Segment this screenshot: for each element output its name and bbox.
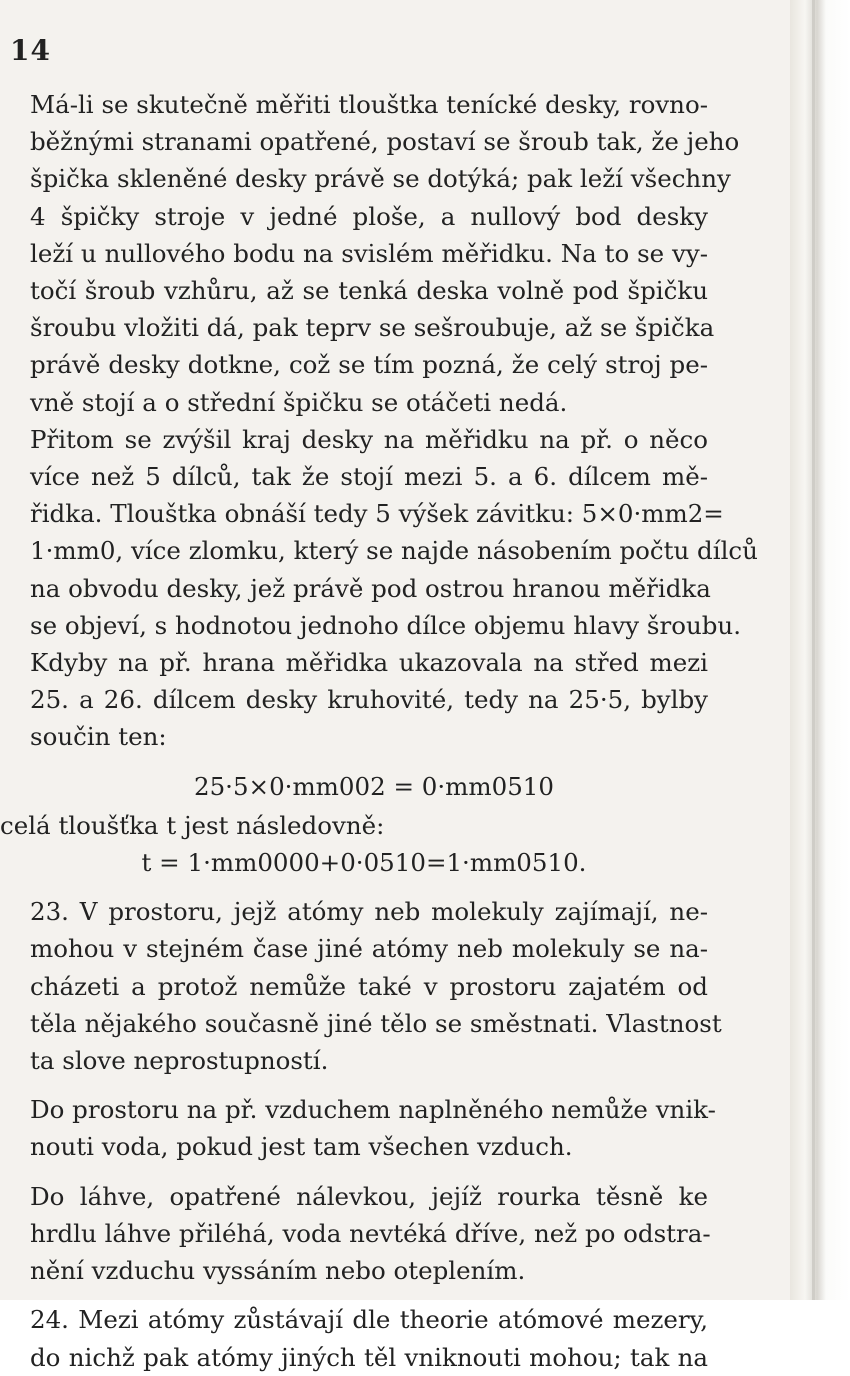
formula-thickness: t = 1·mm0000+0·0510=1·mm0510.: [141, 848, 587, 878]
text-line: leží u nullového bodu na svislém měřidku. Na to se vy-: [30, 238, 708, 268]
text-line: řidka. Tlouštka obnáší tedy 5 výšek závitku: 5×0·mm2=: [30, 499, 724, 529]
text-line: 23. V prostoru, jejž atómy neb molekuly zajímají, ne-: [30, 897, 708, 927]
text-line: Do láhve, opatřené nálevkou, jejíž rourka těsně ke: [30, 1181, 708, 1211]
text-line: 24. Mezi atómy zůstávají dle theorie atómové mezery,: [30, 1305, 708, 1335]
text-line: šroubu vložiti dá, pak teprv se sešroubuje, až se špička: [30, 313, 715, 343]
text-line: se objeví, s hodnotou jednoho dílce objemu hlavy šroubu.: [30, 610, 741, 640]
paragraph-24: [0, 1301, 708, 1375]
text-line: součin ten:: [30, 722, 167, 752]
text-line: Přitom se zvýšil kraj desky na měřidku na př. o něco: [30, 424, 708, 454]
text-line: 25. a 26. dílcem desky kruhovité, tedy na 25·5, bylby: [30, 685, 708, 715]
text-line: cházeti a protož nemůže také v prostoru zajatém od: [30, 971, 708, 1001]
text-line: 1·mm0, více zlomku, který se najde násobením počtu dílců: [30, 536, 758, 566]
text-line: na obvodu desky, jež právě pod ostrou hranou měřidka: [30, 573, 711, 603]
paragraph-5: [0, 1091, 716, 1165]
text-line: Kdyby na př. hrana měřidka ukazovala na střed mezi: [30, 648, 708, 678]
page-body: [0, 86, 758, 1376]
formula-intro: celá tloušťka t jest následovně:: [0, 810, 385, 840]
text-line: Do prostoru na př. vzduchem naplněného nemůže vnik-: [30, 1095, 716, 1125]
paragraph-6: [0, 1178, 711, 1290]
page-gutter: [790, 0, 850, 1300]
text-line: hrdlu láhve přiléhá, voda nevtéká dříve, než po odstra-: [30, 1218, 711, 1248]
binding-edge: [812, 0, 815, 1300]
paragraph-23: [0, 893, 722, 1079]
paragraph-3: [0, 644, 708, 756]
text-line: běžnými stranami opatřené, postaví se šroub tak, že jeho: [30, 127, 740, 157]
paragraph-1: [0, 86, 740, 421]
page-number: 14: [10, 34, 51, 67]
text-line: právě desky dotkne, což se tím pozná, že celý stroj pe-: [30, 350, 708, 380]
text-line: mohou v stejném čase jiné atómy neb molekuly se na-: [30, 934, 708, 964]
paragraph-2: [0, 421, 758, 644]
text-line: Má-li se skutečně měřiti tlouštka tenícké desky, rovno-: [30, 90, 708, 119]
text-line: nění vzduchu vyssáním nebo oteplením.: [30, 1256, 526, 1286]
text-line: 4 špičky stroje v jedné ploše, a nullový bod desky: [30, 201, 708, 231]
text-line: špička skleněné desky právě se dotýká; pak leží všechny: [30, 164, 731, 194]
text-line: vně stojí a o střední špičku se otáčeti nedá.: [30, 387, 568, 417]
formula-product: 25·5×0·mm002 = 0·mm0510: [194, 771, 554, 801]
text-line: těla nějakého současně jiné tělo se směstnati. Vlastnost: [30, 1008, 722, 1038]
text-line: do nichž pak atómy jiných těl vniknouti mohou; tak na: [30, 1342, 708, 1372]
text-line: točí šroub vzhůru, až se tenká deska volně pod špičku: [30, 276, 708, 306]
text-line: více než 5 dílců, tak že stojí mezi 5. a 6. dílcem mě-: [30, 462, 708, 492]
text-line: nouti voda, pokud jest tam všechen vzduch.: [30, 1132, 573, 1162]
text-line: ta slove neprostupností.: [30, 1046, 329, 1076]
